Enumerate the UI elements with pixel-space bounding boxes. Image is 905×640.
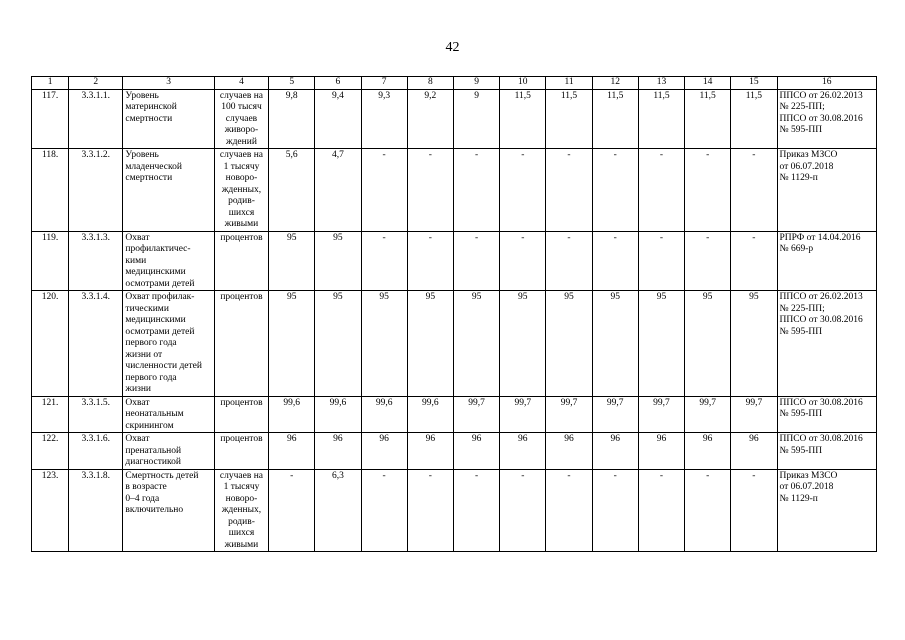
unit-cell: случаев на 100 тысяч случаев живоро- ждений — [214, 89, 268, 149]
header-cell: 6 — [315, 77, 361, 90]
header-cell: 5 — [269, 77, 315, 90]
table-row — [32, 291, 877, 397]
value-cell: 11,5 — [731, 89, 777, 149]
indicator-code-cell: 3.3.1.8. — [69, 469, 123, 552]
value-cell: 99,7 — [592, 396, 638, 433]
row-number-cell: 122. — [32, 433, 69, 470]
table-row — [32, 396, 877, 433]
value-cell: 96 — [731, 433, 777, 470]
unit-cell: процентов — [214, 231, 268, 291]
value-cell: 9,4 — [315, 89, 361, 149]
value-cell: - — [453, 149, 499, 232]
value-cell: - — [500, 149, 546, 232]
value-cell: - — [685, 469, 731, 552]
header-cell: 13 — [638, 77, 684, 90]
value-cell: - — [638, 231, 684, 291]
value-cell: 95 — [407, 291, 453, 397]
indicator-name-cell: Смертность детей в возрасте 0–4 года включительно — [123, 469, 214, 552]
value-cell: 96 — [269, 433, 315, 470]
value-cell: - — [500, 231, 546, 291]
row-number-cell: 118. — [32, 149, 69, 232]
value-cell: 99,7 — [546, 396, 592, 433]
document-cell: ППСО от 26.02.2013 № 225-ПП; ППСО от 30.08.2016 № 595-ПП — [777, 89, 877, 149]
header-cell: 12 — [592, 77, 638, 90]
value-cell: 9,3 — [361, 89, 407, 149]
header-cell: 4 — [214, 77, 268, 90]
value-cell: - — [361, 149, 407, 232]
indicator-code-cell: 3.3.1.5. — [69, 396, 123, 433]
value-cell: 11,5 — [638, 89, 684, 149]
header-cell: 15 — [731, 77, 777, 90]
value-cell: 95 — [500, 291, 546, 397]
indicator-code-cell: 3.3.1.6. — [69, 433, 123, 470]
value-cell: 4,7 — [315, 149, 361, 232]
value-cell: - — [592, 231, 638, 291]
unit-cell: процентов — [214, 396, 268, 433]
value-cell: - — [546, 149, 592, 232]
header-cell: 16 — [777, 77, 877, 90]
header-cell: 3 — [123, 77, 214, 90]
value-cell: 11,5 — [500, 89, 546, 149]
value-cell: 95 — [269, 231, 315, 291]
value-cell: 99,7 — [731, 396, 777, 433]
value-cell: 99,7 — [453, 396, 499, 433]
value-cell: 95 — [685, 291, 731, 397]
value-cell: - — [731, 149, 777, 232]
value-cell: - — [407, 231, 453, 291]
row-number-cell: 121. — [32, 396, 69, 433]
value-cell: 96 — [361, 433, 407, 470]
row-number-cell: 123. — [32, 469, 69, 552]
value-cell: - — [407, 149, 453, 232]
value-cell: 95 — [592, 291, 638, 397]
value-cell: 99,7 — [500, 396, 546, 433]
table-row — [32, 231, 877, 291]
unit-cell: случаев на 1 тысячу новоро- жденных, родив- шихся живыми — [214, 149, 268, 232]
value-cell: - — [453, 231, 499, 291]
document-cell: Приказ МЗСО от 06.07.2018 № 1129-п — [777, 149, 877, 232]
value-cell: - — [592, 469, 638, 552]
page-number: 42 — [445, 40, 460, 55]
header-cell: 1 — [32, 77, 69, 90]
header-cell: 7 — [361, 77, 407, 90]
value-cell: - — [638, 469, 684, 552]
value-cell: 96 — [315, 433, 361, 470]
value-cell: - — [685, 231, 731, 291]
header-cell: 8 — [407, 77, 453, 90]
indicator-name-cell: Охват неонатальным скринингом — [123, 396, 214, 433]
value-cell: 95 — [269, 291, 315, 397]
value-cell: - — [361, 231, 407, 291]
unit-cell: случаев на 1 тысячу новоро- жденных, родив- шихся живыми — [214, 469, 268, 552]
value-cell: 96 — [546, 433, 592, 470]
value-cell: 95 — [315, 291, 361, 397]
value-cell: 95 — [546, 291, 592, 397]
value-cell: - — [685, 149, 731, 232]
document-cell: Приказ МЗСО от 06.07.2018 № 1129-п — [777, 469, 877, 552]
header-row — [32, 77, 877, 90]
indicator-name-cell: Охват профилактичес- кими медицинскими осмотрами детей — [123, 231, 214, 291]
table-row — [32, 149, 877, 232]
table-row — [32, 469, 877, 552]
value-cell: 99,6 — [361, 396, 407, 433]
value-cell: 99,6 — [269, 396, 315, 433]
indicator-code-cell: 3.3.1.3. — [69, 231, 123, 291]
value-cell: 96 — [638, 433, 684, 470]
document-cell: ППСО от 30.08.2016 № 595-ПП — [777, 396, 877, 433]
value-cell: 9,8 — [269, 89, 315, 149]
value-cell: 99,7 — [685, 396, 731, 433]
indicator-code-cell: 3.3.1.4. — [69, 291, 123, 397]
header-cell: 11 — [546, 77, 592, 90]
value-cell: 99,7 — [638, 396, 684, 433]
value-cell: - — [500, 469, 546, 552]
value-cell: - — [269, 469, 315, 552]
table-row — [32, 433, 877, 470]
indicators-table — [31, 76, 877, 552]
value-cell: 11,5 — [592, 89, 638, 149]
value-cell: 95 — [731, 291, 777, 397]
indicator-name-cell: Уровень младенческой смертности — [123, 149, 214, 232]
value-cell: - — [407, 469, 453, 552]
value-cell: 96 — [685, 433, 731, 470]
value-cell: 95 — [315, 231, 361, 291]
value-cell: - — [361, 469, 407, 552]
indicator-name-cell: Уровень материнской смертности — [123, 89, 214, 149]
header-cell: 2 — [69, 77, 123, 90]
value-cell: - — [731, 469, 777, 552]
unit-cell: процентов — [214, 291, 268, 397]
value-cell: 96 — [500, 433, 546, 470]
value-cell: 9,2 — [407, 89, 453, 149]
value-cell: 11,5 — [546, 89, 592, 149]
row-number-cell: 117. — [32, 89, 69, 149]
document-cell: РПРФ от 14.04.2016 № 669-р — [777, 231, 877, 291]
value-cell: 99,6 — [407, 396, 453, 433]
value-cell: 95 — [638, 291, 684, 397]
value-cell: - — [546, 469, 592, 552]
document-cell: ППСО от 26.02.2013 № 225-ПП; ППСО от 30.08.2016 № 595-ПП — [777, 291, 877, 397]
row-number-cell: 119. — [32, 231, 69, 291]
document-cell: ППСО от 30.08.2016 № 595-ПП — [777, 433, 877, 470]
table-row — [32, 89, 877, 149]
value-cell: - — [546, 231, 592, 291]
indicator-name-cell: Охват пренатальной диагностикой — [123, 433, 214, 470]
indicator-code-cell: 3.3.1.2. — [69, 149, 123, 232]
indicator-name-cell: Охват профилак- тическими медицинскими осмотрами детей первого года жизни от численности детей первого года жизни — [123, 291, 214, 397]
header-cell: 10 — [500, 77, 546, 90]
value-cell: - — [592, 149, 638, 232]
value-cell: 95 — [361, 291, 407, 397]
indicator-code-cell: 3.3.1.1. — [69, 89, 123, 149]
value-cell: 96 — [592, 433, 638, 470]
unit-cell: процентов — [214, 433, 268, 470]
value-cell: - — [731, 231, 777, 291]
value-cell: 96 — [453, 433, 499, 470]
row-number-cell: 120. — [32, 291, 69, 397]
value-cell: 96 — [407, 433, 453, 470]
value-cell: - — [453, 469, 499, 552]
value-cell: 99,6 — [315, 396, 361, 433]
value-cell: 6,3 — [315, 469, 361, 552]
value-cell: 95 — [453, 291, 499, 397]
value-cell: 11,5 — [685, 89, 731, 149]
header-cell: 14 — [685, 77, 731, 90]
value-cell: 9 — [453, 89, 499, 149]
value-cell: - — [638, 149, 684, 232]
value-cell: 5,6 — [269, 149, 315, 232]
header-cell: 9 — [453, 77, 499, 90]
